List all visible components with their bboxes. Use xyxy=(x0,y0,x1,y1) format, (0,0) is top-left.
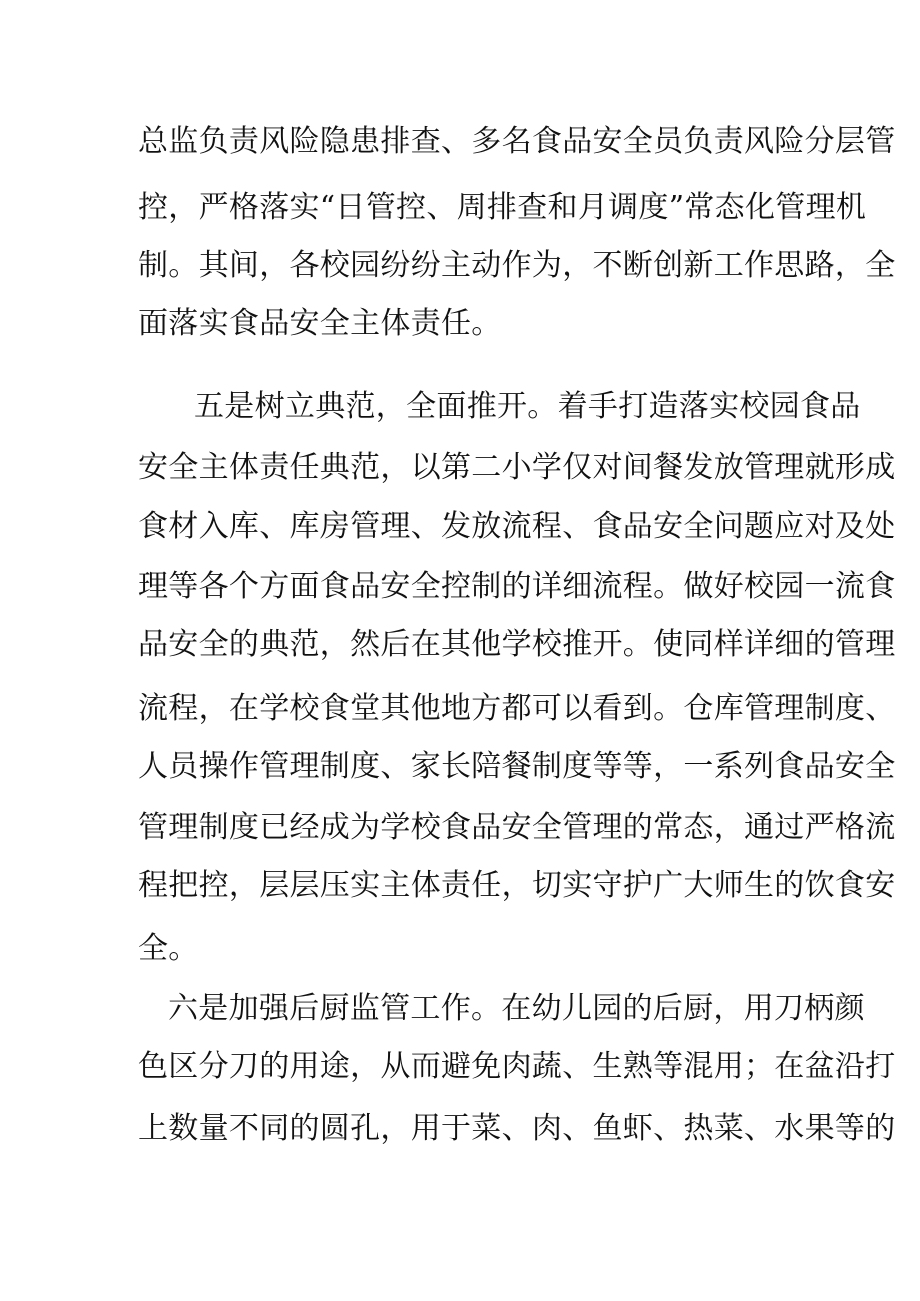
paragraph-line: 安全主体责任典范，以第二小学仅对间餐发放管理就形成 xyxy=(138,450,896,485)
paragraph-line: 六是加强后厨监管工作。在幼儿园的后厨，用刀柄颜 xyxy=(168,991,865,1026)
paragraph-line: 总监负责风险隐患排查、多名食品安全员负责风险分层管 xyxy=(138,124,896,159)
paragraph-line: 上数量不同的圆孔，用于菜、肉、鱼虾、热菜、水果等的 xyxy=(138,1111,896,1146)
paragraph-line: 品安全的典范，然后在其他学校推开。使同样详细的管理 xyxy=(138,627,896,662)
paragraph-line: 全。 xyxy=(138,931,199,966)
paragraph-line: 五是树立典范，全面推开。着手打造落实校园食品 xyxy=(194,389,861,424)
paragraph-line: 色区分刀的用途，从而避免肉蔬、生熟等混用；在盆沿打 xyxy=(138,1049,896,1084)
paragraph-line: 制。其间，各校园纷纷主动作为，不断创新工作思路，全 xyxy=(138,248,896,283)
paragraph-line: 程把控，层层压实主体责任，切实守护广大师生的饮食安 xyxy=(138,868,896,903)
paragraph-line: 食材入库、库房管理、发放流程、食品安全问题应对及处 xyxy=(138,509,896,544)
paragraph-line: 流程，在学校食堂其他地方都可以看到。仓库管理制度、 xyxy=(138,691,896,726)
paragraph-line: 面落实食品安全主体责任。 xyxy=(138,306,502,341)
paragraph-line: 理等各个方面食品安全控制的详细流程。做好校园一流食 xyxy=(138,569,896,604)
paragraph-line: 人员操作管理制度、家长陪餐制度等等，一系列食品安全 xyxy=(138,749,896,784)
paragraph-line: 控，严格落实“日管控、周排查和月调度”常态化管理机 xyxy=(138,190,867,225)
paragraph-line: 管理制度已经成为学校食品安全管理的常态，通过严格流 xyxy=(138,810,896,845)
